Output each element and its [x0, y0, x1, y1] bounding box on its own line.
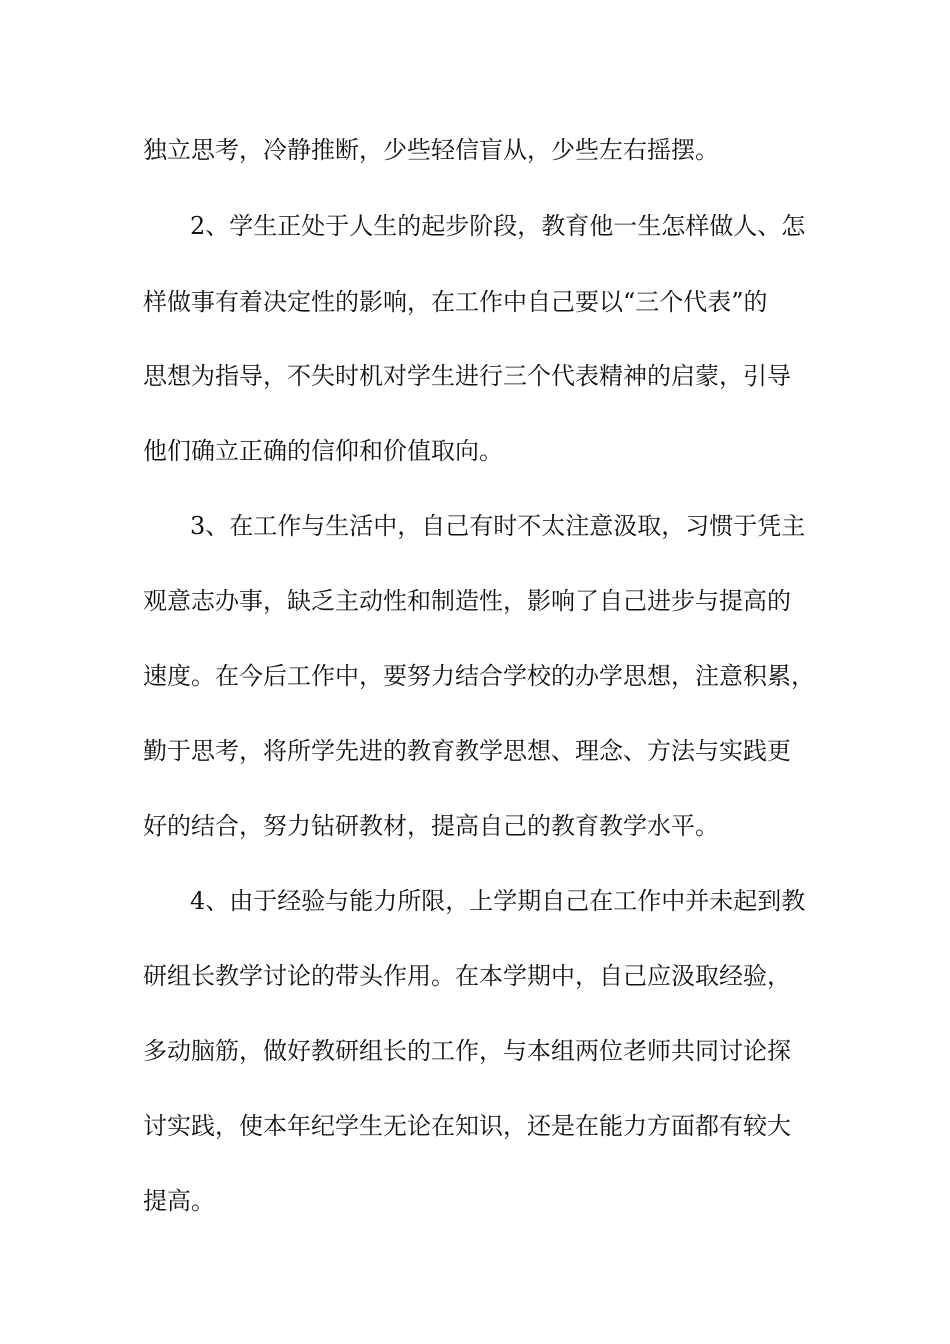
- paragraph-4-line-5: 提高。: [143, 1187, 215, 1215]
- paragraph-3-line-1: 3、在工作与生活中，自己有时不太注意汲取，习惯于凭主: [190, 512, 806, 540]
- paragraph-2-line-2: 样做事有着决定性的影响，在工作中自己要以“三个代表”的: [143, 288, 768, 316]
- paragraph-4-line-1: 4、由于经验与能力所限，上学期自己在工作中并未起到教: [190, 887, 806, 915]
- paragraph-4-line-2: 研组长教学讨论的带头作用。在本学期中，自己应汲取经验，: [143, 962, 791, 990]
- paragraph-2-line-3: 思想为指导，不失时机对学生进行三个代表精神的启蒙，引导: [143, 362, 791, 390]
- paragraph-4-line-3: 多动脑筋，做好教研组长的工作，与本组两位老师共同讨论探: [143, 1037, 791, 1065]
- paragraph-2-line-4: 他们确立正确的信仰和价值取向。: [143, 437, 503, 465]
- paragraph-1-line-1: 独立思考，冷静推断，少些轻信盲从，少些左右摇摆。: [143, 136, 719, 164]
- paragraph-2-line-1: 2、学生正处于人生的起步阶段，教育他一生怎样做人、怎: [190, 212, 806, 240]
- paragraph-3-line-4: 勤于思考，将所学先进的教育教学思想、理念、方法与实践更: [143, 737, 791, 765]
- paragraph-3-line-2: 观意志办事，缺乏主动性和制造性，影响了自己进步与提高的: [143, 587, 791, 615]
- paragraph-3-line-3: 速度。在今后工作中，要努力结合学校的办学思想，注意积累，: [143, 662, 815, 690]
- paragraph-3-line-5: 好的结合，努力钻研教材，提高自己的教育教学水平。: [143, 812, 719, 840]
- paragraph-4-line-4: 讨实践，使本年纪学生无论在知识，还是在能力方面都有较大: [143, 1112, 791, 1140]
